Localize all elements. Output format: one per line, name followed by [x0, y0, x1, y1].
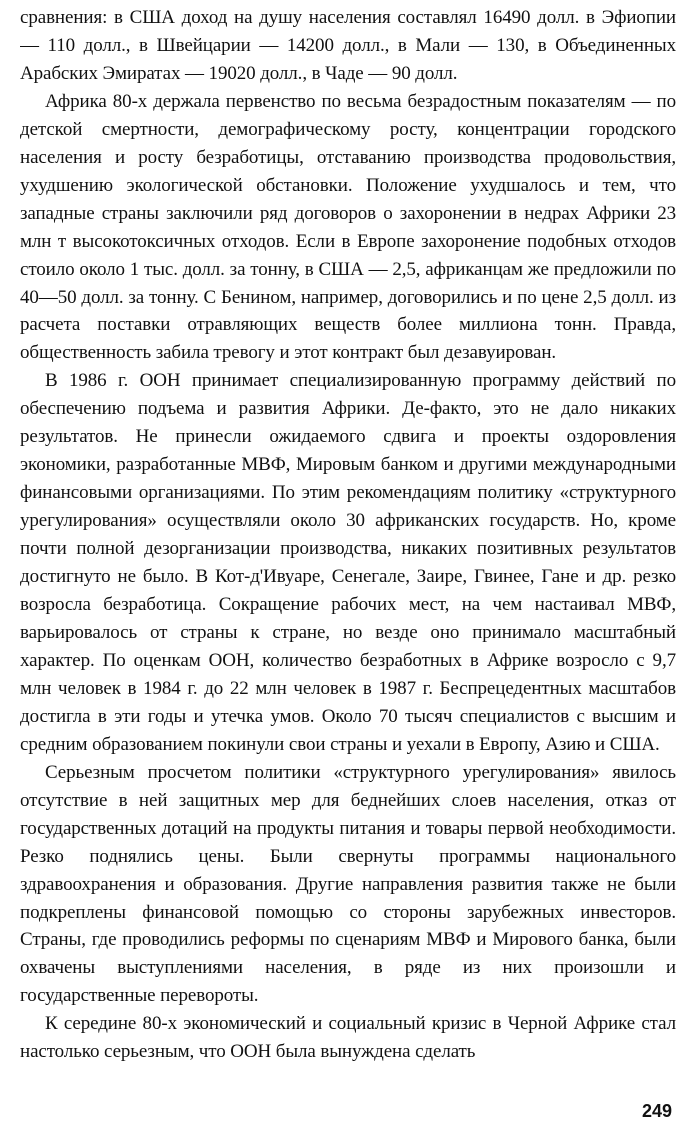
- paragraph-4: Серьезным просчетом политики «структурного урегулирования» явилось отсутствие в ней защитных мер для беднейших слоев населения, отказ от государственных дотаций на продукты питания и товары первой необходимости. Резко поднялись цены. Были свернуты программы национального здравоохранения и образования. Другие направления развития также не были подкреплены финансовой помощью со стороны зарубежных инвесторов. Страны, где проводились реформы по сценариям МВФ и Мирового банка, были охвачены выступлениями населения, в ряде из них произошли и государственные перевороты.: [20, 761, 676, 1007]
- paragraph-3: В 1986 г. ООН принимает специализированную программу действий по обеспечению подъема и развития Африки. Де-факто, это не дало никаких результатов. Не принесли ожидаемого сдвига и проекты оздоровления экономики, разработанные МВФ, Мировым банком и другими международными финансовыми организациями. По этим рекомендациям политику «структурного урегулирования» осуществляли около 30 африканских государств. Но, кроме почти полной дезорганизации производства, никаких позитивных результатов достигнуто не было. В Кот-д'Ивуаре, Сенегале, Заире, Гвинее, Гане и др. резко возросла безработица. Сокращение рабочих мест, на чем настаивал МВФ, варьировалось от страны к стране, но везде оно принимало масштабный характер. По оценкам ООН, количество безработных в Африке возросло с 9,7 млн человек в 1984 г. до 22 млн человек в 1987 г. Беспрецедентных масштабов достигла в эти годы и утечка умов. Около 70 тысяч специалистов с высшим и средним образованием покинули свои страны и уехали в Европу, Азию и США.: [20, 370, 676, 755]
- paragraph-1: сравнения: в США доход на душу населения составлял 16490 долл. в Эфиопии — 110 долл., в Швейцарии — 14200 долл., в Мали — 130, в Объединенных Арабских Эмиратах — 19020 долл., в Чаде — 90 долл.: [20, 7, 676, 84]
- main-text: [20, 4, 676, 1066]
- page-number: 249: [641, 1101, 672, 1121]
- paragraph-2: Африка 80-х держала первенство по весьма безрадостным показателям — по детской смертности, демографическому росту, концентрации городского населения и росту безработицы, отставанию производства продовольствия, ухудшению экологической обстановки. Положение ухудшалось и тем, что западные страны заключили ряд договоров о захоронении в недрах Африки 23 млн т высокотоксичных отходов. Если в Европе захоронение подобных отходов стоило около 1 тыс. долл. за тонну, в США — 2,5, африканцам же предложили по 40—50 долл. за тонну. С Бенином, например, договорились и по цене 2,5 долл. из расчета поставки отравляющих веществ более миллиона тонн. Правда, общественность забила тревогу и этот контракт был дезавуирован.: [20, 90, 676, 364]
- page-body: [20, 4, 676, 1089]
- paragraph-5: К середине 80-х экономический и социальный кризис в Черной Африке стал настолько серьезным, что ООН была вынуждена сделать: [20, 1013, 676, 1063]
